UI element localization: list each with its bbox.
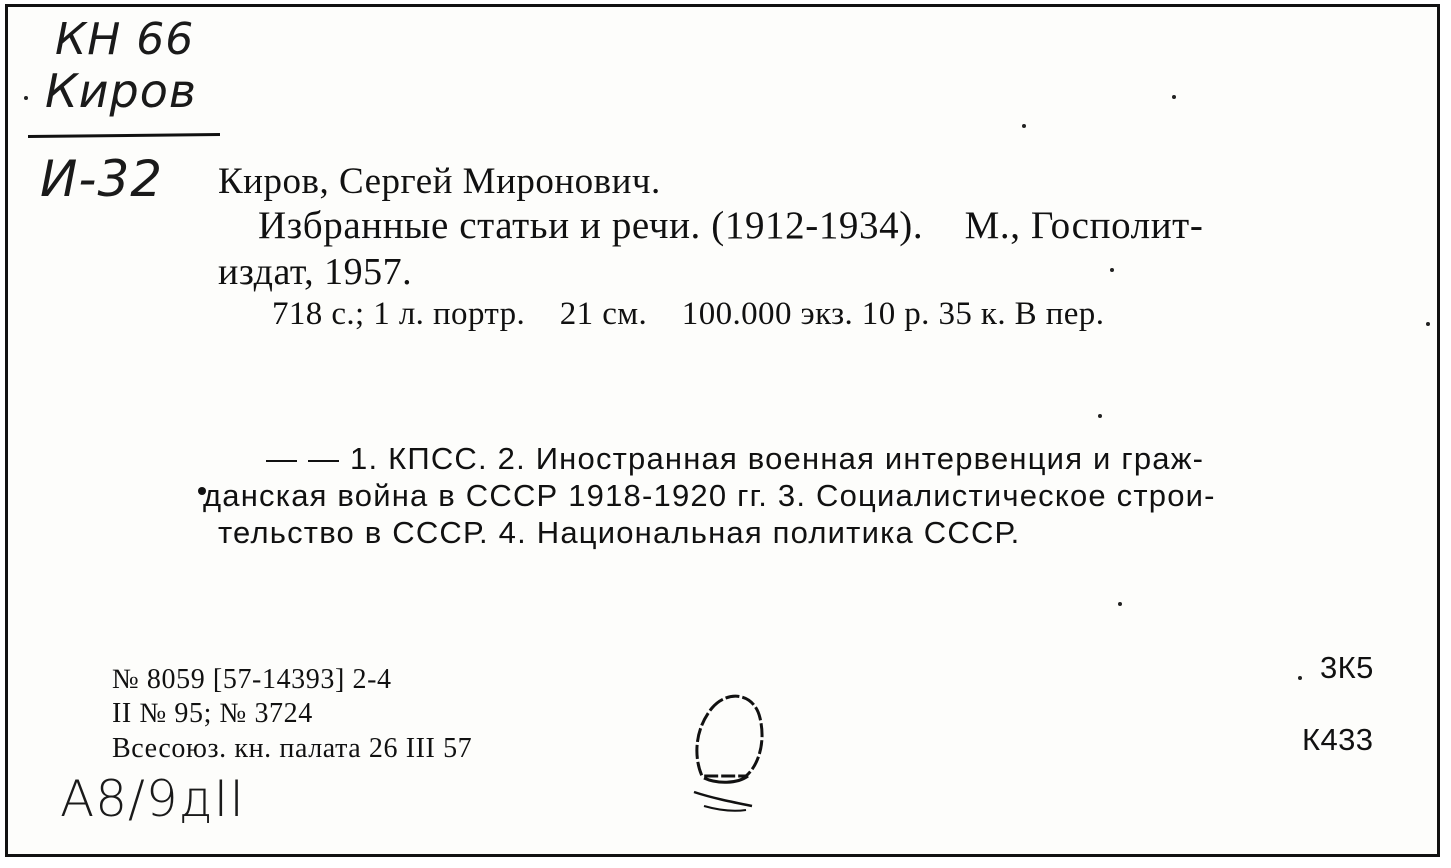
ink-speck: [1118, 602, 1122, 606]
entry-title-line-1: Избранные статьи и речи. (1912-1934). М., Госполит-: [258, 204, 1204, 247]
ink-speck: [1298, 676, 1302, 680]
entry-title-line-2: издат, 1957.: [218, 251, 413, 293]
entry-physical-description: 718 с.; 1 л. портр. 21 см. 100.000 экз. 10 р. 35 к. В пер.: [272, 296, 1105, 332]
ink-speck: [1098, 414, 1102, 418]
subject-headings-line-2: данская война в СССР 1918-1920 гг. 3. Социалистическое строи-: [203, 478, 1216, 513]
subject-headings-line-3: тельство в СССР. 4. Национальная политика СССР.: [218, 515, 1021, 550]
handwritten-call-number: И-32: [40, 150, 164, 208]
entry-author: Киров, Сергей Миронович.: [218, 161, 661, 202]
ink-speck: [1110, 268, 1114, 272]
subject-headings-line-1: — — 1. КПСС. 2. Иностранная военная интервенция и граж-: [266, 441, 1205, 476]
registry-secondary-numbers: II № 95; № 3724: [112, 698, 313, 729]
classification-code-1: 3К5: [1320, 650, 1374, 685]
classification-code-2: К433: [1302, 722, 1374, 757]
printers-stamp-icon: [682, 688, 782, 818]
ink-speck: [24, 96, 28, 100]
ink-speck: [1022, 124, 1026, 128]
ink-speck: [1172, 95, 1176, 99]
handwritten-shelfmark-code: КН 66: [55, 14, 195, 65]
registry-number: № 8059 [57-14393] 2-4: [112, 664, 392, 695]
handwritten-bottom-note: А8/9дII: [60, 770, 246, 828]
handwritten-shelfmark-name: Киров: [45, 64, 198, 118]
registry-chamber-date: Всесоюз. кн. палата 26 III 57: [112, 733, 473, 764]
ink-speck: [1426, 322, 1430, 326]
